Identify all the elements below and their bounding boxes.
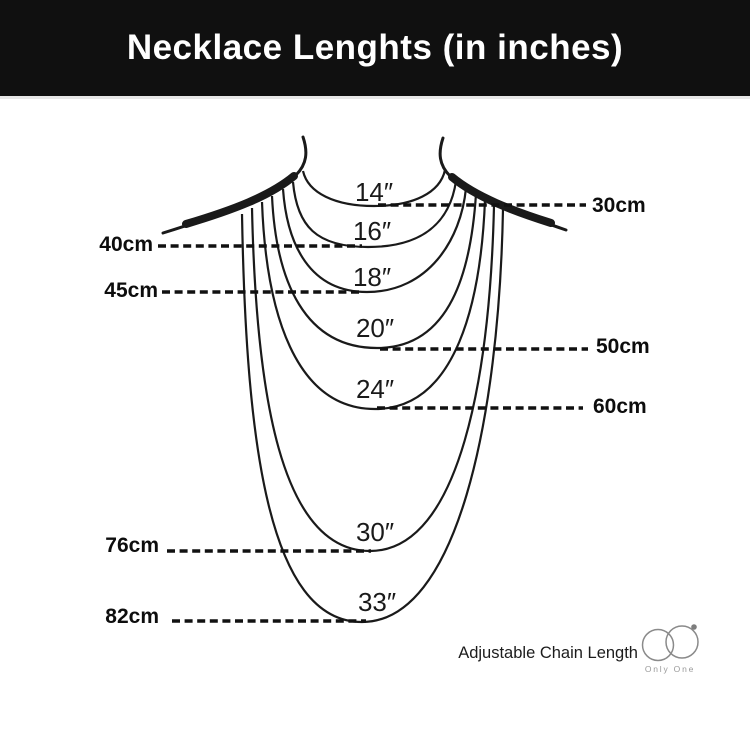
shoulder-left-stroke (186, 176, 294, 224)
cm-label-76cm: 76cm (105, 534, 159, 557)
length-label-14in: 14″ (354, 177, 394, 207)
length-label-24in: 24″ (355, 374, 395, 404)
page-title: Necklace Lenghts (in inches) (126, 28, 624, 67)
cm-label-30cm: 30cm (592, 194, 646, 217)
cm-label-40cm: 40cm (99, 233, 153, 256)
logo-brand-text: Only One (644, 664, 696, 674)
length-label-20in: 20″ (355, 313, 395, 343)
brand-logo (628, 612, 718, 680)
footer-caption: Adjustable Chain Length (458, 644, 638, 662)
length-label-18in: 18″ (352, 262, 392, 292)
shoulder-right-stroke (452, 177, 551, 223)
length-label-33in: 33″ (357, 587, 397, 617)
logo-dot-icon (691, 624, 697, 630)
cm-label-45cm: 45cm (104, 279, 158, 302)
length-label-30in: 30″ (355, 517, 395, 547)
logo-ring-right-icon (666, 626, 698, 658)
cm-label-82cm: 82cm (105, 605, 159, 628)
cm-label-50cm: 50cm (596, 335, 650, 358)
length-label-16in: 16″ (352, 216, 392, 246)
cm-label-60cm: 60cm (593, 395, 647, 418)
